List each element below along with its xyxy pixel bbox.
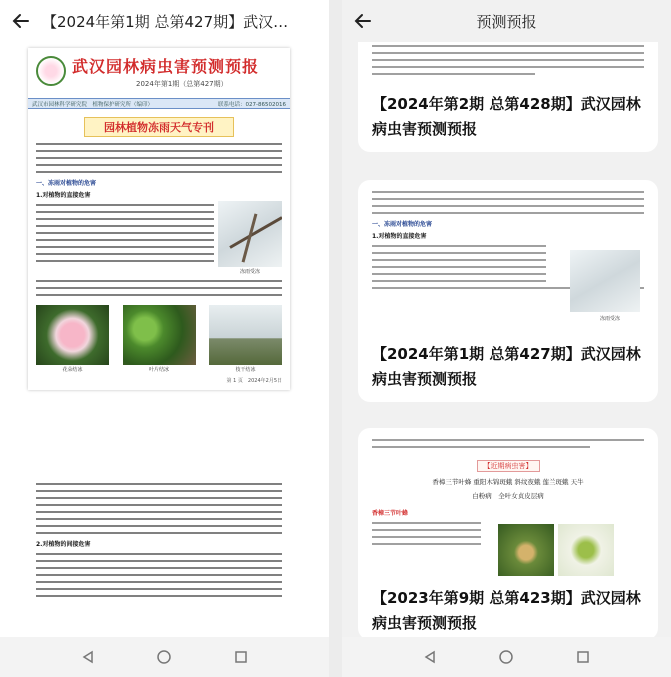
recent-pests-tag: 【近期病虫害】 [477,460,540,472]
branch-ice-photo [209,305,282,365]
section-heading: 一、冻雨对植物的危害 [36,180,97,187]
leaf-ice-photo [123,305,196,365]
doc-header [28,48,290,98]
doc-body [28,143,290,296]
nav-back-button[interactable] [73,642,103,672]
flower-ice-photo [36,305,109,365]
square-recents-icon [576,650,590,664]
card-thumbnail [358,180,658,336]
sub-heading: 1.对植物的直接危害 [372,233,427,240]
institute-logo [36,56,66,86]
page-footer: 第 1 页 2024年2月5日 [226,378,282,384]
triangle-back-icon [423,650,437,664]
org-phone: 联系电话：027-86502016 [218,101,286,108]
nav-home-button[interactable] [149,642,179,672]
org-name: 武汉市园林科学研究院 植物保护研究所（编印） [32,101,154,108]
circle-home-icon [156,649,172,665]
nav-back-button[interactable] [415,642,445,672]
frozen-branch-photo [218,201,282,267]
pest-list: 香樟三节叶蜂 重阳木锦斑蛾 斜纹夜蛾 莲兰斑蛾 天牛 [432,478,584,486]
article-card[interactable] [358,180,658,402]
sub-heading: 2.对植物的间接危害 [36,541,91,548]
photo-caption: 花朵结冰 [62,367,83,373]
photo-caption: 冻雨受冻 [599,316,620,322]
doc-title: 武汉园林病虫害预测预报 [72,57,260,76]
card-title: 【2023年第9期 总第423期】武汉园林病虫害预测预报 [372,589,641,632]
card-thumbnail [358,428,658,580]
right-screen [342,0,671,677]
doc-org-bar [28,98,290,109]
nav-recents-button[interactable] [226,642,256,672]
top-bar [0,0,329,42]
back-button[interactable] [0,0,42,42]
document-page[interactable] [28,48,290,390]
photo-caption: 枝干结冰 [235,367,256,373]
disease-list: 白粉病 全叶女贞皮层病 [472,492,544,500]
card-title: 【2024年第2期 总第428期】武汉园林病虫害预测预报 [372,95,641,138]
top-bar [342,0,671,42]
nav-home-button[interactable] [491,642,521,672]
nav-recents-button[interactable] [568,642,598,672]
page-title: 预测预报 [476,12,537,31]
arrow-left-icon [12,12,30,30]
frozen-branch-photo [570,250,640,312]
back-button[interactable] [342,0,384,42]
document-page-2[interactable] [28,470,290,640]
doc-issue: 2024年第1期（总第427期） [136,80,228,88]
photo-row [28,301,290,373]
system-nav-bar [0,637,329,677]
sub-heading: 1.对植物的直接危害 [36,192,91,199]
system-nav-bar [342,637,671,677]
section-heading: 一、冻雨对植物的危害 [372,221,433,228]
article-card[interactable] [358,428,658,640]
triangle-back-icon [81,650,95,664]
pest-photo-1 [498,524,554,576]
circle-home-icon [498,649,514,665]
doc-special-heading: 园林植物冻雨天气专刊 [84,117,234,137]
pest-photo-2 [558,524,614,576]
left-screen [0,0,329,677]
square-recents-icon [234,650,248,664]
page-title: 【2024年第1期 总第427期】武汉… [42,12,289,31]
photo-caption: 冻雨受冻 [239,269,260,275]
pest-label: 香樟三节叶蜂 [372,510,409,517]
arrow-left-icon [354,12,372,30]
photo-caption: 叶片结冰 [148,367,169,373]
card-title: 【2024年第1期 总第427期】武汉园林病虫害预测预报 [372,345,641,388]
